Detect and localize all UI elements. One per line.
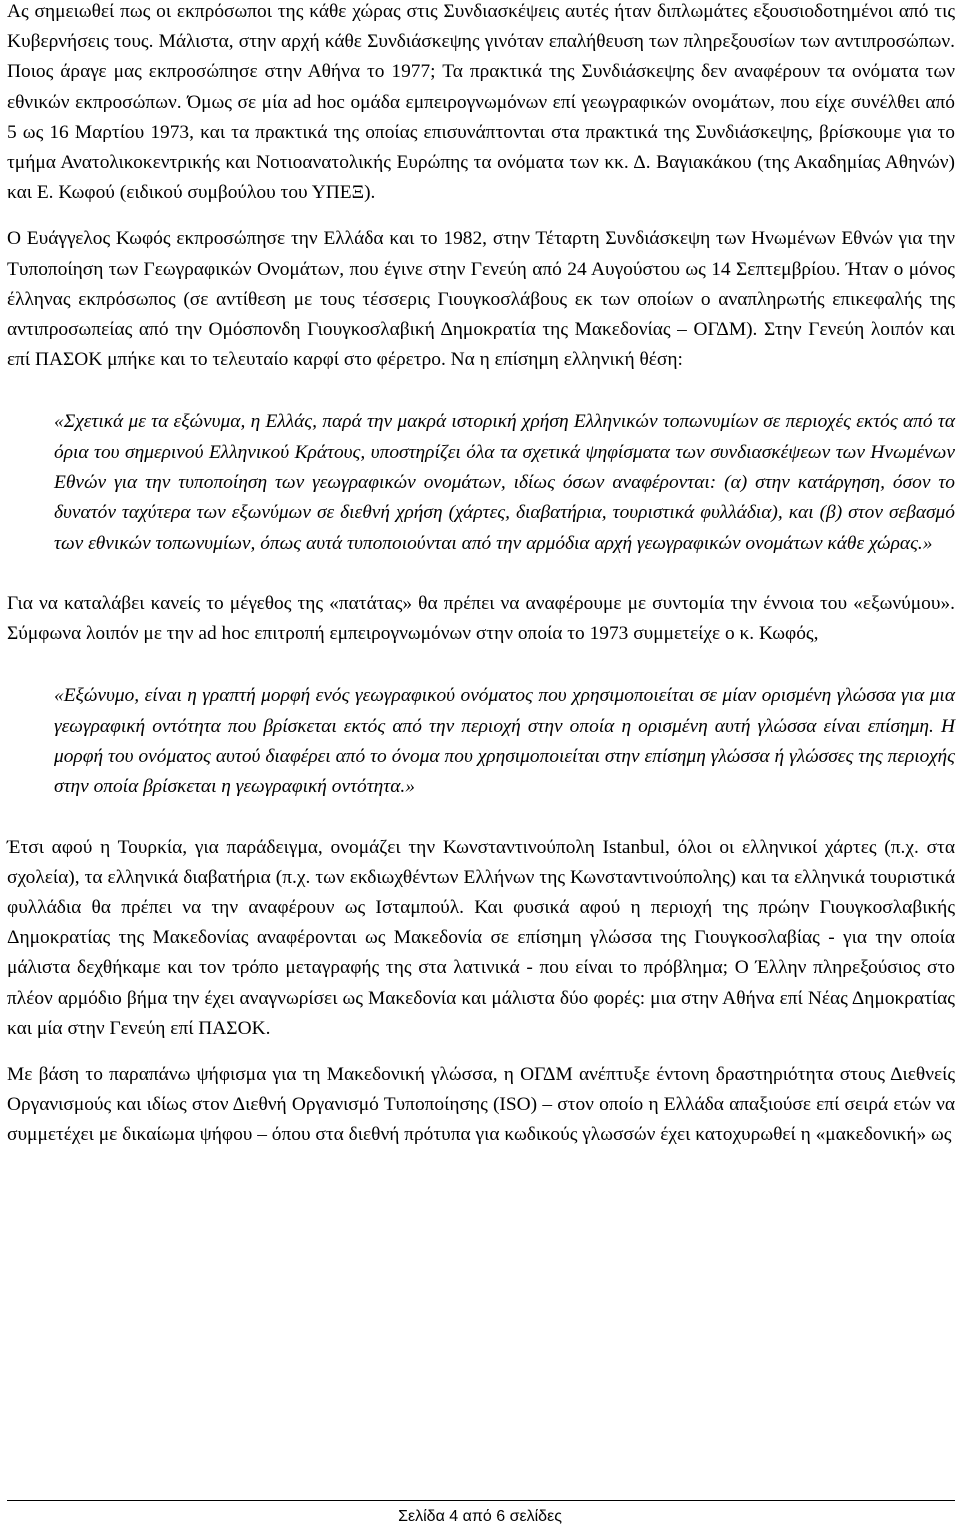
quote-exonym-definition: «Εξώνυμο, είναι η γραπτή μορφή ενός γεωγραφικού ονόματος που χρησιμοποιείται σε μίαν ορισμένη γλώσσα για μια γεωγραφική οντότητα που βρίσκεται εκτός από την περιοχή στην οποία η ορισμένη αυτή γλώσσα είναι επίσημη. Η μορφή του ονόματος αυτού διαφέρει από το όνομα που χρησιμοποιείται στην επίσημη γλώσσα ή γλώσσες της περιοχής στην οποία βρίσκεται η γεωγραφική οντότητα.»: [54, 685, 955, 798]
document-body: [7, 0, 955, 1151]
paragraph-kofos-geneva-1982: Ο Ευάγγελος Κωφός εκπροσώπησε την Ελλάδα και το 1982, στην Τέταρτη Συνδιάσκεψη των Ηνωμένων Εθνών για την Τυποποίηση των Γεωγραφικών Ονομάτων, που έγινε στην Γενεύη από 24 Αυγούστου ως 14 Σεπτεμβρίου. Ήταν ο μόνος έλληνας εκπρόσωπος (σε αντίθεση με τους τέσσερις Γιουγκοσλάβους εκ των οποίων ο αναπληρωτής επικεφαλής της αντιπροσωπείας από την Ομόσπονδη Γιουγκοσλαβική Δημοκρατία της Μακεδονίας – ΟΓΔΜ). Στην Γενεύη λοιπόν και επί ΠΑΣΟΚ μπήκε και το τελευταίο καρφί στο φέρετρο. Να η επίσημη ελληνική θέση:: [7, 228, 955, 371]
quote-official-greek-position: «Σχετικά με τα εξώνυμα, η Ελλάς, παρά την μακρά ιστορική χρήση Ελληνικών τοπωνυμίων σε περιοχές εκτός από τα όρια του σημερινού Ελληνικού Κράτους, υποστηρίζει όλα τα σχετικά ψηφίσματα των συνδιασκέψεων των Ηνωμένων Εθνών για την τυποποίηση των γεωγραφικών ονομάτων, ιδίως όσων αναφέρονται: (α) στην κατάργηση, όσον το δυνατόν ταχύτερα των εξωνύμων σε διεθνή χρήση (χάρτες, διαβατήρια, τουριστικά φυλλάδια), και (β) στον σεβασμό των εθνικών τοπωνυμίων, όπως αυτά τυποποιούνται από την αρμόδια αρχή γεωγραφικών ονομάτων κάθε χώρας.»: [54, 411, 955, 554]
footer-divider: [7, 1500, 955, 1501]
page-number-footer: Σελίδα 4 από 6 σελίδες: [398, 1508, 562, 1525]
paragraph-istanbul-example: Έτσι αφού η Τουρκία, για παράδειγμα, ονομάζει την Κωνσταντινούπολη Istanbul, όλοι οι ελληνικοί χάρτες (π.χ. στα σχολεία), τα ελληνικά διαβατήρια (π.χ. των εκδιωχθέντων Ελλήνων της Κωνσταντινούπολης) και τα ελληνικά τουριστικά φυλλάδια θα πρέπει να την αναφέρουν ως Ισταμπούλ. Και φυσικά αφού η περιοχή της πρώην Γιουγκοσλαβικής Δημοκρατίας της Μακεδονίας αναφέρονται ως Μακεδονία σε επίσημη γλώσσα της Γιουγκοσλαβίας - για την οποία μάλιστα δεχθήκαμε και τον τρόπο μεταγραφής της στα λατινικά - που είναι το πρόβλημα; Ο Έλλην πληρεξούσιος στο πλέον αρμόδιο βήμα την έχει αναγνωρίσει ως Μακεδονία και μάλιστα δύο φορές: μια στην Αθήνα επί Νέας Δημοκρατίας και μία στην Γενεύη επί ΠΑΣΟΚ.: [7, 836, 955, 1039]
paragraph-fyrom-iso: Με βάση το παραπάνω ψήφισμα για τη Μακεδονική γλώσσα, η ΟΓΔΜ ανέπτυξε έντονη δραστηριότητα στους Διεθνείς Οργανισμούς και ιδίως στον Διεθνή Οργανισμό Τυποποίησης (ISO) – στον οποίο η Ελλάδα απαξιούσε επί σειρά ετών να συμμετέχει με δικαίωμα ψήφου – όπου στα διεθνή πρότυπα για κωδικούς γλωσσών έχει κατοχυρωθεί η «μακεδονική» ως: [7, 1063, 955, 1146]
paragraph-conference-representatives: Ας σημειωθεί πως οι εκπρόσωποι της κάθε χώρας στις Συνδιασκέψεις αυτές ήταν διπλωμάτες εξουσιοδοτημένοι από τις Κυβερνήσεις τους. Μάλιστα, στην αρχή κάθε Συνδιάσκεψης γινόταν επαλήθευση των πληρεξουσίων των αντιπροσώπων. Ποιος άραγε μας εκπροσώπησε στην Αθήνα το 1977; Τα πρακτικά της Συνδιάσκεψης δεν αναφέρουν τα ονόματα των εθνικών εκπροσώπων. Όμως σε μία ad hoc ομάδα εμπειρογνωμόνων επί γεωγραφικών ονομάτων, που είχε συνέλθει από 5 ως 16 Μαρτίου 1973, και τα πρακτικά της οποίας επισυνάπτονται στα πρακτικά της Συνδιάσκεψης, βρίσκουμε για το τμήμα Ανατολικοκεντρικής και Νοτιοανατολικής Ευρώπης τα ονόματα των κκ. Δ. Βαγιακάκου (της Ακαδημίας Αθηνών) και Ε. Κωφού (ειδικού συμβούλου του ΥΠΕΞ).: [7, 1, 955, 204]
paragraph-exonym-concept: Για να καταλάβει κανείς το μέγεθος της «πατάτας» θα πρέπει να αναφέρουμε με συντομία την έννοια του «εξωνύμου». Σύμφωνα λοιπόν με την ad hoc επιτροπή εμπειρογνωμόνων στην οποία το 1973 συμμετείχε ο κ. Κωφός,: [7, 592, 955, 645]
